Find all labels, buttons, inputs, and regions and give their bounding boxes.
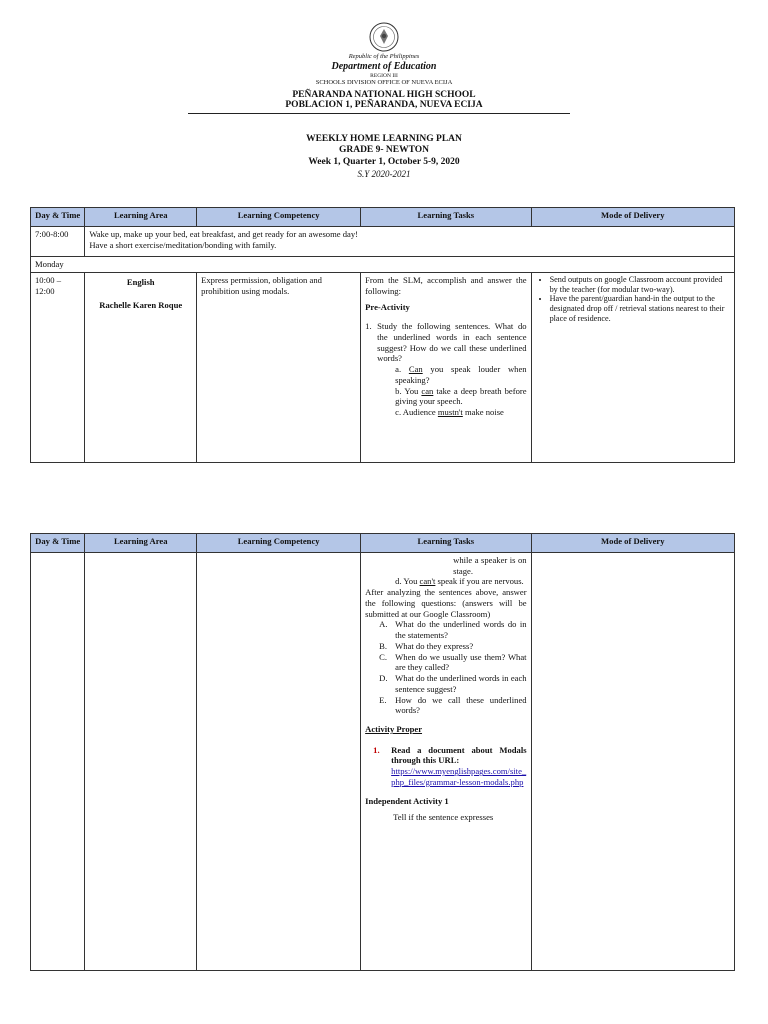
question-letter: D. <box>379 673 388 684</box>
table-header-row <box>31 534 735 553</box>
question-item <box>379 641 526 652</box>
delivery-list <box>536 275 730 323</box>
col-learning-competency: Learning Competency <box>197 208 361 227</box>
item-text: Study the following sentences. What do the underlined words in each sentence suggest? How do we call these underlined words? <box>377 321 527 364</box>
sentence-text: d. You <box>395 576 420 587</box>
sentence-c-continued: while a speaker is on stage. <box>453 555 527 576</box>
question-item <box>379 652 526 673</box>
item-number: 1. <box>365 321 372 332</box>
sentence-text: make noise <box>462 407 504 418</box>
competency-cell: Express permission, obligation and prohibition using modals. <box>197 273 361 463</box>
underlined-modal: can't <box>419 576 436 587</box>
row-time: 7:00-8:00 <box>31 227 85 257</box>
sentence-d <box>365 576 526 587</box>
sentence-text: b. You <box>395 385 422 396</box>
plan-school-year: S.Y 2020-2021 <box>357 169 411 179</box>
task-intro: From the SLM, accomplish and answer the following: <box>365 275 527 296</box>
question-text: What do the underlined words do in the statements? <box>395 619 527 641</box>
col-mode-of-delivery: Mode of Delivery <box>531 208 734 227</box>
table-row <box>31 273 735 463</box>
morning-line-1: Wake up, make up your bed, eat breakfast, and get ready for an awesome day! <box>89 229 359 239</box>
morning-line-2: Have a short exercise/meditation/bonding with family. <box>89 239 277 250</box>
plan-table-page2 <box>30 533 735 971</box>
row-time: 10:00 – 12:00 <box>31 273 85 463</box>
morning-routine <box>85 227 735 257</box>
header-republic: Republic of the Philippines <box>348 53 420 60</box>
deped-seal-logo <box>369 22 399 52</box>
col-learning-competency: Learning Competency <box>197 534 361 553</box>
activity-text: Read a document about Modals through this URL: <box>391 744 527 766</box>
tasks-cell-continued <box>361 553 531 971</box>
header-department: Department of Education <box>331 61 437 72</box>
activity-item-1 <box>365 745 526 788</box>
plan-grade: GRADE 9- NEWTON <box>338 145 430 155</box>
task-item-1 <box>365 321 526 364</box>
col-learning-area: Learning Area <box>85 534 197 553</box>
empty-cell <box>31 553 85 971</box>
independent-activity-heading: Independent Activity 1 <box>365 795 449 806</box>
sentence-text: speak if you are nervous. <box>435 576 524 587</box>
underlined-modal: Can <box>408 364 423 375</box>
empty-cell <box>85 553 197 971</box>
sentence-text: you speak louder when speaking? <box>395 364 527 385</box>
col-day-time: Day & Time <box>31 208 85 227</box>
question-text: How do we call these underlined words? <box>395 694 527 716</box>
activity-proper-heading: Activity Proper <box>365 724 423 735</box>
plan-title: WEEKLY HOME LEARNING PLAN <box>306 134 462 144</box>
independent-instruction: Tell if the sentence expresses <box>393 812 494 823</box>
question-text: When do we usually use them? What are they called? <box>395 651 527 673</box>
tasks-cell <box>361 273 531 463</box>
question-item <box>379 673 526 694</box>
question-text: What do they express? <box>395 640 474 651</box>
table-row <box>31 227 735 257</box>
col-learning-tasks: Learning Tasks <box>361 534 531 553</box>
pre-activity-heading: Pre-Activity <box>365 302 410 313</box>
table-row <box>31 553 735 971</box>
question-letter: A. <box>379 619 388 630</box>
activity-number: 1. <box>373 744 380 755</box>
empty-cell <box>531 553 734 971</box>
delivery-item: • Have the parent/guardian hand-in the output to the designated drop off / retrieval stations nearest to their place of residence. <box>550 294 730 323</box>
sentence-text: a. <box>395 364 409 375</box>
plan-table-page1 <box>30 207 735 463</box>
col-learning-area: Learning Area <box>85 208 197 227</box>
col-learning-tasks: Learning Tasks <box>361 208 531 227</box>
header-division: SCHOOLS DIVISION OFFICE OF NUEVA ECIJA <box>315 79 453 86</box>
teacher-name: Rachelle Karen Roque <box>99 299 183 310</box>
sentence-a <box>365 364 526 385</box>
question-list <box>365 619 526 716</box>
question-text: What do the underlined words in each sentence suggest? <box>395 673 527 694</box>
question-letter: E. <box>379 694 387 705</box>
question-item <box>379 619 526 640</box>
modals-url-link[interactable]: https://www.myenglishpages.com/site_php_files/grammar-lesson-modals.php <box>391 766 527 787</box>
header-rule <box>188 113 570 114</box>
col-day-time: Day & Time <box>31 534 85 553</box>
plan-week: Week 1, Quarter 1, October 5-9, 2020 <box>308 157 460 167</box>
col-mode-of-delivery: Mode of Delivery <box>531 534 734 553</box>
sentence-text: take a deep breath before giving your speech. <box>395 385 527 407</box>
table-row <box>31 257 735 273</box>
underlined-modal: can <box>421 385 434 396</box>
question-item <box>379 695 526 716</box>
after-analysis-text: After analyzing the sentences above, answer the following questions: (answers will be submitted at our Google Classroom) <box>365 587 527 619</box>
sentence-b <box>365 386 526 407</box>
sentence-c <box>365 407 526 418</box>
header-address: POBLACION 1, PEÑARANDA, NUEVA ECIJA <box>285 100 483 110</box>
header-school: PEÑARANDA NATIONAL HIGH SCHOOL <box>292 90 476 100</box>
question-letter: B. <box>379 640 388 651</box>
delivery-item: • Send outputs on google Classroom account provided by the teacher (for modular two-way). <box>550 275 730 294</box>
header-region: REGION III <box>370 73 398 79</box>
day-label: Monday <box>31 257 735 273</box>
learning-area-name: English <box>126 277 155 287</box>
sentence-text: c. Audience <box>395 407 438 418</box>
learning-area-cell <box>85 273 197 463</box>
empty-cell <box>197 553 361 971</box>
underlined-modal: mustn't <box>437 407 463 418</box>
question-letter: C. <box>379 651 388 662</box>
table-header-row <box>31 208 735 227</box>
delivery-cell <box>531 273 734 463</box>
